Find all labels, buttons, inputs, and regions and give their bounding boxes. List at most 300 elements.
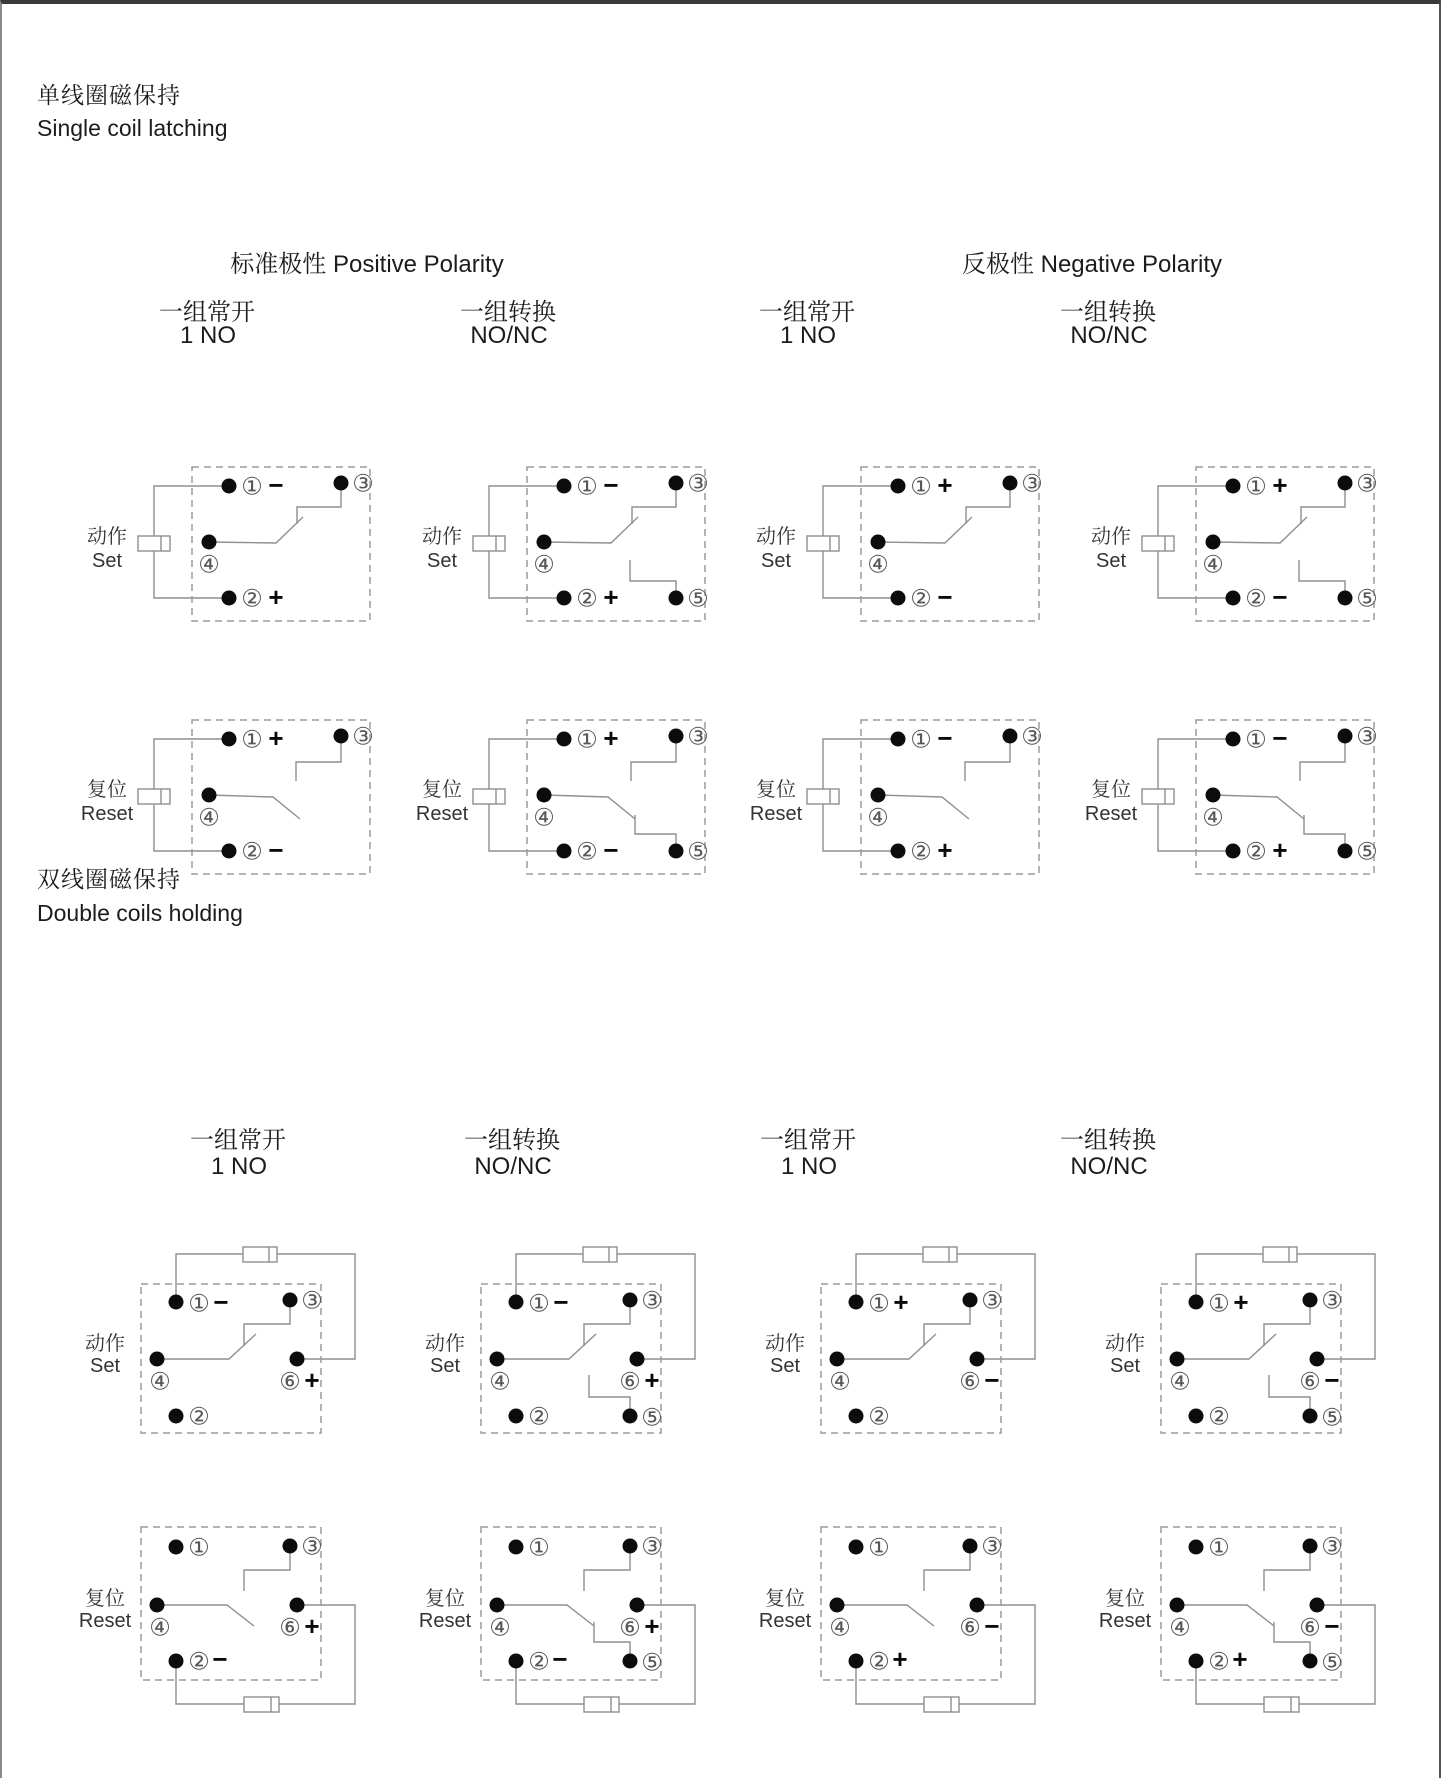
terminal-number: ④ bbox=[489, 1368, 511, 1396]
coil-action-label-cn: 动作 bbox=[425, 1333, 465, 1355]
switch-blade bbox=[837, 1334, 936, 1359]
terminal-dot bbox=[668, 729, 683, 744]
polarity-sign: + bbox=[893, 1287, 909, 1317]
column-header-en: 1 NO bbox=[210, 1153, 268, 1180]
coil-wire bbox=[516, 1661, 584, 1704]
terminal-number: ④ bbox=[532, 804, 555, 832]
terminal-dot bbox=[830, 1598, 845, 1613]
terminal-number: ② bbox=[910, 585, 932, 613]
terminal-number: ⑤ bbox=[686, 585, 709, 613]
terminal-number: ⑤ bbox=[1321, 1649, 1343, 1677]
polarity-sign: − bbox=[1324, 1365, 1340, 1395]
terminal-number: ④ bbox=[829, 1614, 851, 1642]
terminal-dot bbox=[1205, 535, 1220, 550]
section-title-en: Double coils holding bbox=[37, 900, 243, 926]
terminal-dot bbox=[556, 479, 571, 494]
negative-polarity-header: 反极性 Negative Polarity bbox=[961, 251, 1223, 278]
coil-symbol bbox=[473, 536, 505, 551]
terminal-dot bbox=[290, 1352, 305, 1367]
terminal-dot bbox=[623, 1539, 638, 1554]
polarity-sign: − bbox=[1271, 723, 1288, 753]
terminal-number: ① bbox=[528, 1534, 550, 1562]
terminal-dot bbox=[509, 1409, 524, 1424]
coil-symbol bbox=[244, 1697, 279, 1712]
no-contact-wire bbox=[965, 736, 1010, 781]
terminal-dot bbox=[668, 476, 683, 491]
terminal-dot bbox=[849, 1540, 864, 1555]
terminal-number: ① bbox=[188, 1534, 210, 1562]
terminal-number: ⑤ bbox=[686, 838, 709, 866]
column-header-cn: 一组常开 bbox=[759, 299, 855, 326]
terminal-dot bbox=[623, 1654, 638, 1669]
terminal-number: ① bbox=[241, 726, 263, 754]
terminal-number: ② bbox=[910, 838, 932, 866]
terminal-number: ④ bbox=[489, 1614, 511, 1642]
relay-diagram-reset-nonc bbox=[402, 1494, 742, 1754]
terminal-number: ① bbox=[241, 473, 263, 501]
terminal-number: ③ bbox=[641, 1533, 663, 1561]
terminal-number: ① bbox=[910, 473, 932, 501]
polarity-sign: + bbox=[304, 1611, 320, 1641]
polarity-sign: − bbox=[552, 1644, 568, 1674]
polarity-sign: − bbox=[213, 1287, 229, 1317]
terminal-dot bbox=[963, 1293, 978, 1308]
coil-action-label-en: Reset bbox=[758, 1610, 812, 1632]
terminal-dot bbox=[1170, 1352, 1185, 1367]
relay-diagram-reset-no bbox=[742, 1494, 1082, 1754]
terminal-number: ① bbox=[910, 726, 932, 754]
coil-action-label-cn: 复位 bbox=[87, 779, 127, 801]
terminal-number: ③ bbox=[981, 1533, 1003, 1561]
positive-polarity-header: 标准极性 Positive Polarity bbox=[230, 251, 504, 278]
terminal-number: ② bbox=[528, 1403, 550, 1431]
terminal-number: ② bbox=[528, 1648, 550, 1676]
column-header-en: NO/NC bbox=[474, 1153, 552, 1180]
coil-action-label-en: Set bbox=[89, 1355, 121, 1377]
relay-diagram-set-no bbox=[62, 1234, 402, 1494]
coil-action-label-en: Set bbox=[1095, 550, 1126, 572]
terminal-dot bbox=[490, 1598, 505, 1613]
coil-symbol bbox=[138, 536, 170, 551]
terminal-dot bbox=[222, 591, 237, 606]
terminal-number: ① bbox=[1208, 1290, 1230, 1318]
terminal-number: ⑥ bbox=[959, 1368, 981, 1396]
terminal-number: ④ bbox=[1169, 1368, 1191, 1396]
terminal-number: ③ bbox=[1321, 1533, 1343, 1561]
terminal-number: ① bbox=[575, 726, 598, 754]
terminal-dot bbox=[963, 1539, 978, 1554]
switch-blade bbox=[1177, 1605, 1274, 1626]
relay-diagram-set-no bbox=[62, 429, 396, 682]
terminal-dot bbox=[891, 732, 906, 747]
terminal-dot bbox=[556, 591, 571, 606]
coil-action-label-cn: 复位 bbox=[85, 1588, 125, 1610]
terminal-number: ④ bbox=[149, 1368, 171, 1396]
terminal-number: ③ bbox=[641, 1287, 663, 1315]
terminal-number: ③ bbox=[1355, 723, 1378, 751]
coil-symbol bbox=[807, 536, 839, 551]
terminal-dot bbox=[1189, 1654, 1204, 1669]
no-contact-wire bbox=[1301, 483, 1345, 524]
terminal-dot bbox=[849, 1295, 864, 1310]
coil-symbol bbox=[1142, 536, 1174, 551]
polarity-sign: − bbox=[602, 470, 619, 500]
coil-action-label-en: Reset bbox=[415, 803, 468, 825]
terminal-number: ① bbox=[575, 473, 598, 501]
terminal-number: ④ bbox=[532, 551, 555, 579]
relay-diagram-set-nonc bbox=[397, 429, 731, 682]
no-contact-wire bbox=[924, 1546, 970, 1591]
terminal-dot bbox=[1189, 1295, 1204, 1310]
column-header-cn: 一组常开 bbox=[190, 1127, 286, 1154]
terminal-number: ⑥ bbox=[1299, 1368, 1321, 1396]
relay-diagram-set-no bbox=[731, 429, 1065, 682]
terminal-dot bbox=[970, 1598, 985, 1613]
terminal-dot bbox=[222, 732, 237, 747]
terminal-number: ⑥ bbox=[1299, 1614, 1321, 1642]
polarity-sign: − bbox=[602, 835, 619, 865]
section-title-cn: 单线圈磁保持 bbox=[37, 82, 181, 108]
coil-symbol bbox=[584, 1697, 619, 1712]
terminal-dot bbox=[283, 1293, 298, 1308]
no-contact-wire bbox=[632, 483, 676, 524]
coil-symbol bbox=[1263, 1247, 1297, 1262]
coil-action-label-cn: 复位 bbox=[756, 779, 796, 801]
terminal-dot bbox=[1189, 1409, 1204, 1424]
relay-diagram-set-nonc bbox=[1082, 1234, 1422, 1494]
terminal-number: ③ bbox=[1321, 1287, 1343, 1315]
terminal-number: ③ bbox=[301, 1287, 323, 1315]
coil-action-label-en: Set bbox=[760, 550, 792, 572]
terminal-number: ⑥ bbox=[279, 1368, 301, 1396]
column-header-en: 1 NO bbox=[780, 1153, 838, 1180]
terminal-dot bbox=[1337, 591, 1352, 606]
terminal-dot bbox=[1003, 476, 1018, 491]
terminal-dot bbox=[1337, 729, 1352, 744]
terminal-number: ⑤ bbox=[1321, 1404, 1343, 1432]
terminal-dot bbox=[871, 788, 886, 803]
coil-action-label-cn: 动作 bbox=[87, 526, 127, 548]
polarity-sign: + bbox=[602, 582, 619, 612]
terminal-dot bbox=[891, 844, 906, 859]
no-contact-wire bbox=[1264, 1546, 1310, 1591]
section-title-cn: 双线圈磁保持 bbox=[37, 866, 181, 892]
no-contact-wire bbox=[297, 483, 341, 524]
relay-diagram-reset-no bbox=[62, 1494, 402, 1754]
nc-contact-wire bbox=[1304, 815, 1345, 851]
polarity-sign: + bbox=[892, 1644, 908, 1674]
terminal-dot bbox=[169, 1654, 184, 1669]
terminal-dot bbox=[830, 1352, 845, 1367]
terminal-dot bbox=[1310, 1352, 1325, 1367]
terminal-dot bbox=[1189, 1540, 1204, 1555]
polarity-sign: + bbox=[1233, 1287, 1249, 1317]
polarity-sign: − bbox=[553, 1287, 569, 1317]
terminal-number: ④ bbox=[829, 1368, 851, 1396]
no-contact-wire bbox=[966, 483, 1010, 524]
no-contact-wire bbox=[244, 1546, 290, 1591]
terminal-number: ② bbox=[868, 1648, 890, 1676]
terminal-number: ① bbox=[528, 1290, 550, 1318]
terminal-dot bbox=[334, 729, 349, 744]
terminal-number: ① bbox=[1244, 726, 1267, 754]
terminal-number: ② bbox=[868, 1403, 890, 1431]
coil-action-label-cn: 动作 bbox=[756, 526, 796, 548]
polarity-sign: + bbox=[268, 723, 284, 753]
switch-blade bbox=[837, 1605, 934, 1626]
relay-diagram-reset-nonc bbox=[1082, 1494, 1422, 1754]
polarity-sign: + bbox=[268, 582, 284, 612]
coil-symbol bbox=[923, 1247, 957, 1262]
no-contact-wire bbox=[1300, 736, 1345, 781]
terminal-dot bbox=[871, 535, 886, 550]
terminal-dot bbox=[1303, 1409, 1318, 1424]
terminal-number: ③ bbox=[1021, 470, 1043, 498]
coil-action-label-cn: 复位 bbox=[1090, 779, 1131, 801]
polarity-sign: + bbox=[937, 470, 953, 500]
coil-action-label-cn: 动作 bbox=[85, 1333, 125, 1355]
relay-diagram-set-nonc bbox=[1066, 429, 1400, 682]
terminal-dot bbox=[169, 1540, 184, 1555]
terminal-number: ③ bbox=[686, 470, 709, 498]
switch-blade bbox=[497, 1334, 596, 1359]
coil-symbol bbox=[1142, 789, 1174, 804]
no-contact-wire bbox=[584, 1546, 630, 1591]
terminal-number: ② bbox=[1244, 585, 1267, 613]
coil-action-label-cn: 动作 bbox=[765, 1333, 805, 1355]
polarity-sign: − bbox=[212, 1644, 228, 1674]
switch-blade bbox=[544, 795, 635, 819]
terminal-number: ③ bbox=[301, 1533, 323, 1561]
column-header-cn: 一组常开 bbox=[760, 1127, 856, 1154]
terminal-dot bbox=[509, 1295, 524, 1310]
terminal-dot bbox=[891, 479, 906, 494]
terminal-dot bbox=[509, 1654, 524, 1669]
nc-contact-wire bbox=[1299, 560, 1345, 598]
coil-symbol bbox=[138, 789, 170, 804]
switch-blade bbox=[209, 795, 300, 819]
coil-action-label-en: Reset bbox=[80, 803, 134, 825]
terminal-number: ③ bbox=[1355, 470, 1378, 498]
terminal-dot bbox=[623, 1293, 638, 1308]
polarity-sign: − bbox=[268, 470, 284, 500]
terminal-number: ① bbox=[1244, 473, 1267, 501]
column-header-cn: 一组转换 bbox=[1060, 1127, 1156, 1154]
relay-diagram-reset-nonc bbox=[397, 682, 731, 935]
coil-symbol bbox=[807, 789, 839, 804]
terminal-number: ① bbox=[1208, 1534, 1230, 1562]
terminal-number: ④ bbox=[1201, 804, 1224, 832]
terminal-number: ② bbox=[1208, 1648, 1230, 1676]
column-header-en: NO/NC bbox=[1070, 322, 1148, 349]
column-header-cn: 一组转换 bbox=[464, 1127, 560, 1154]
terminal-dot bbox=[556, 844, 571, 859]
switch-blade bbox=[1177, 1334, 1276, 1359]
terminal-dot bbox=[1170, 1598, 1185, 1613]
terminal-dot bbox=[891, 591, 906, 606]
nc-contact-wire bbox=[635, 815, 676, 851]
coil-symbol bbox=[473, 789, 505, 804]
coil-action-label-cn: 复位 bbox=[425, 1588, 465, 1610]
terminal-number: ④ bbox=[867, 551, 889, 579]
coil-symbol bbox=[924, 1697, 959, 1712]
column-header-en: 1 NO bbox=[779, 322, 837, 349]
terminal-dot bbox=[630, 1352, 645, 1367]
coil-wire bbox=[1196, 1661, 1264, 1704]
terminal-dot bbox=[202, 535, 217, 550]
terminal-dot bbox=[668, 591, 683, 606]
terminal-dot bbox=[1225, 844, 1240, 859]
terminal-dot bbox=[490, 1352, 505, 1367]
switch-blade bbox=[157, 1334, 256, 1359]
coil-action-label-cn: 动作 bbox=[1105, 1333, 1145, 1355]
terminal-number: ② bbox=[1208, 1403, 1230, 1431]
relay-diagram-set-nonc bbox=[402, 1234, 742, 1494]
terminal-number: ① bbox=[188, 1290, 210, 1318]
terminal-number: ③ bbox=[352, 723, 374, 751]
coil-action-label-cn: 复位 bbox=[765, 1588, 805, 1610]
no-contact-wire bbox=[631, 736, 676, 781]
coil-symbol bbox=[1264, 1697, 1299, 1712]
coil-wire bbox=[856, 1661, 924, 1704]
polarity-sign: − bbox=[937, 723, 953, 753]
coil-action-label-en: Reset bbox=[1084, 803, 1137, 825]
polarity-sign: − bbox=[984, 1365, 1000, 1395]
terminal-number: ③ bbox=[686, 723, 709, 751]
polarity-sign: + bbox=[602, 723, 619, 753]
terminal-dot bbox=[202, 788, 217, 803]
terminal-number: ② bbox=[241, 585, 263, 613]
terminal-number: ③ bbox=[981, 1287, 1003, 1315]
terminal-dot bbox=[849, 1409, 864, 1424]
relay-diagram-reset-no bbox=[62, 682, 396, 935]
terminal-number: ⑥ bbox=[619, 1614, 641, 1642]
terminal-number: ③ bbox=[352, 470, 374, 498]
terminal-number: ⑤ bbox=[641, 1404, 663, 1432]
coil-symbol bbox=[243, 1247, 277, 1262]
terminal-number: ② bbox=[188, 1403, 210, 1431]
coil-action-label-en: Set bbox=[429, 1355, 461, 1377]
terminal-dot bbox=[290, 1598, 305, 1613]
coil-action-label-en: Reset bbox=[749, 803, 803, 825]
terminal-number: ① bbox=[868, 1534, 890, 1562]
terminal-number: ⑤ bbox=[641, 1649, 663, 1677]
terminal-number: ⑤ bbox=[1355, 585, 1378, 613]
polarity-sign: + bbox=[1271, 470, 1288, 500]
coil-wire bbox=[176, 1661, 244, 1704]
terminal-dot bbox=[1337, 844, 1352, 859]
terminal-dot bbox=[509, 1540, 524, 1555]
polarity-sign: + bbox=[937, 835, 953, 865]
terminal-dot bbox=[1337, 476, 1352, 491]
polarity-sign: − bbox=[268, 835, 284, 865]
coil-action-label-cn: 动作 bbox=[1090, 526, 1131, 548]
switch-blade bbox=[1213, 517, 1307, 543]
terminal-number: ② bbox=[241, 838, 263, 866]
column-header-en: NO/NC bbox=[470, 322, 548, 349]
column-header-cn: 一组转换 bbox=[1060, 299, 1156, 326]
terminal-number: ④ bbox=[149, 1614, 171, 1642]
terminal-dot bbox=[970, 1352, 985, 1367]
terminal-number: ⑥ bbox=[959, 1614, 981, 1642]
terminal-number: ② bbox=[575, 585, 598, 613]
terminal-number: ① bbox=[868, 1290, 890, 1318]
switch-blade bbox=[1213, 795, 1304, 819]
terminal-dot bbox=[623, 1409, 638, 1424]
terminal-dot bbox=[169, 1295, 184, 1310]
terminal-dot bbox=[222, 479, 237, 494]
terminal-dot bbox=[630, 1598, 645, 1613]
terminal-dot bbox=[849, 1654, 864, 1669]
terminal-number: ⑤ bbox=[1355, 838, 1378, 866]
terminal-dot bbox=[536, 535, 551, 550]
terminal-number: ④ bbox=[1169, 1614, 1191, 1642]
polarity-sign: + bbox=[304, 1365, 320, 1395]
terminal-number: ② bbox=[188, 1648, 210, 1676]
coil-action-label-en: Set bbox=[1109, 1355, 1141, 1377]
terminal-dot bbox=[1205, 788, 1220, 803]
terminal-dot bbox=[283, 1539, 298, 1554]
relay-diagram-reset-nonc bbox=[1066, 682, 1400, 935]
terminal-dot bbox=[169, 1409, 184, 1424]
terminal-dot bbox=[1303, 1539, 1318, 1554]
polarity-sign: + bbox=[1271, 835, 1288, 865]
coil-action-label-cn: 复位 bbox=[1105, 1588, 1145, 1610]
terminal-number: ② bbox=[1244, 838, 1267, 866]
polarity-sign: + bbox=[644, 1611, 660, 1641]
terminal-number: ② bbox=[575, 838, 598, 866]
switch-blade bbox=[157, 1605, 254, 1626]
terminal-dot bbox=[1225, 591, 1240, 606]
terminal-dot bbox=[1310, 1598, 1325, 1613]
relay-diagram-set-no bbox=[742, 1234, 1082, 1494]
switch-blade bbox=[878, 517, 972, 543]
terminal-number: ⑥ bbox=[279, 1614, 301, 1642]
coil-action-label-en: Reset bbox=[78, 1610, 132, 1632]
terminal-dot bbox=[1225, 479, 1240, 494]
terminal-dot bbox=[668, 844, 683, 859]
coil-action-label-cn: 复位 bbox=[421, 779, 462, 801]
coil-action-label-en: Reset bbox=[1098, 1610, 1152, 1632]
terminal-number: ⑥ bbox=[619, 1368, 641, 1396]
terminal-dot bbox=[1003, 729, 1018, 744]
terminal-number: ④ bbox=[1201, 551, 1224, 579]
terminal-dot bbox=[1303, 1654, 1318, 1669]
terminal-dot bbox=[150, 1598, 165, 1613]
terminal-dot bbox=[536, 788, 551, 803]
switch-blade bbox=[497, 1605, 594, 1626]
nc-contact-wire bbox=[630, 560, 676, 598]
switch-blade bbox=[878, 795, 969, 819]
terminal-dot bbox=[150, 1352, 165, 1367]
polarity-sign: − bbox=[937, 582, 953, 612]
switch-blade bbox=[209, 517, 303, 543]
terminal-dot bbox=[556, 732, 571, 747]
coil-symbol bbox=[583, 1247, 617, 1262]
terminal-number: ③ bbox=[1021, 723, 1043, 751]
column-header-cn: 一组常开 bbox=[159, 299, 255, 326]
polarity-sign: − bbox=[1324, 1611, 1340, 1641]
polarity-sign: + bbox=[1232, 1644, 1248, 1674]
relay-diagram-reset-no bbox=[731, 682, 1065, 935]
terminal-dot bbox=[1225, 732, 1240, 747]
terminal-number: ④ bbox=[198, 551, 220, 579]
coil-action-label-en: Reset bbox=[418, 1610, 472, 1632]
column-header-en: NO/NC bbox=[1070, 1153, 1148, 1180]
terminal-number: ④ bbox=[198, 804, 220, 832]
coil-action-label-en: Set bbox=[426, 550, 457, 572]
coil-action-label-en: Set bbox=[769, 1355, 801, 1377]
